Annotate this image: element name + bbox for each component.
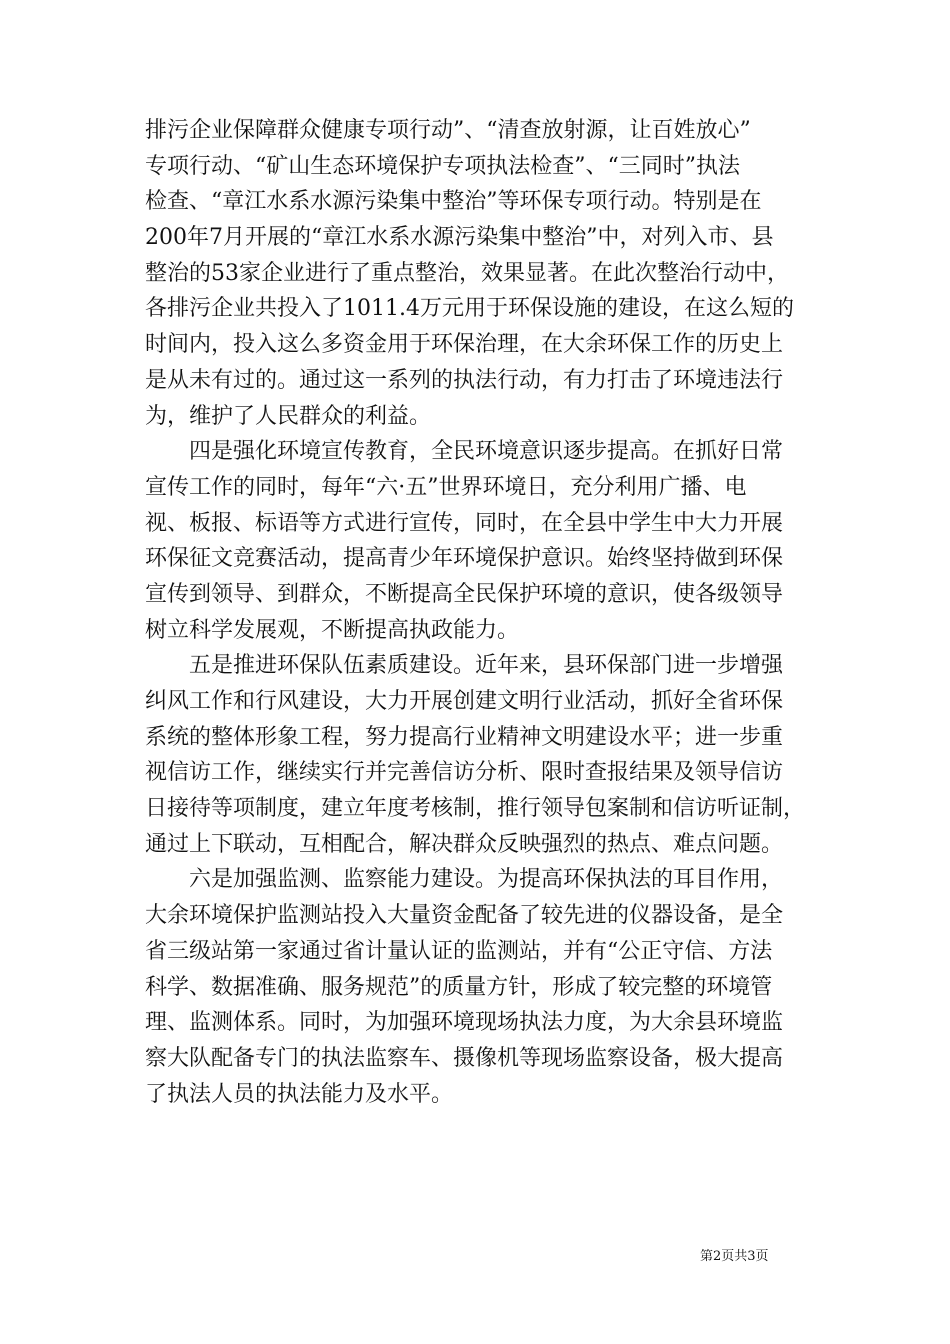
body-text [145, 113, 825, 1112]
text-line: 宣传到领导、到群众，不断提高全民保护环境的意识，使各级领导 [145, 581, 784, 607]
text-line: 排污企业保障群众健康专项行动”、“清查放射源，让百姓放心” [145, 118, 751, 143]
text-line: 通过上下联动，互相配合，解决群众反映强烈的热点、难点问题。 [145, 831, 784, 857]
text-line: 时间内，投入这么多资金用于环保治理，在大余环保工作的历史上 [145, 332, 784, 358]
text-line: 各排污企业共投入了1011.4万元用于环保设施的建设，在这么短的 [145, 296, 794, 322]
page-number-footer: 第2页共3页 [700, 1249, 769, 1264]
text-line: 纠风工作和行风建设，大力开展创建文明行业活动，抓好全省环保 [145, 689, 784, 714]
paragraph-start-line: 五是推进环保队伍素质建设。近年来，县环保部门进一步增强 [189, 653, 784, 679]
text-line: 环保征文竞赛活动，提高青少年环境保护意识。始终坚持做到环保 [145, 546, 784, 572]
text-line: 察大队配备专门的执法监察车、摄像机等现场监察设备，极大提高 [145, 1045, 784, 1071]
text-line: 视信访工作，继续实行并完善信访分析、限时查报结果及领导信访 [145, 760, 784, 786]
text-line: 专项行动、“矿山生态环境保护专项执法检查”、“三同时”执法 [145, 153, 740, 179]
text-line: 系统的整体形象工程，努力提高行业精神文明建设水平；进一步重 [145, 724, 784, 750]
text-line: 省三级站第一家通过省计量认证的监测站，并有“公正守信、方法 [145, 938, 773, 964]
text-line: 整治的53家企业进行了重点整治，效果显著。在此次整治行动中， [145, 260, 789, 286]
text-line: 大余环境保护监测站投入大量资金配备了较先进的仪器设备，是全 [145, 903, 784, 929]
text-line: 树立科学发展观，不断提高执政能力。 [145, 617, 520, 643]
text-line: 是从未有过的。通过这一系列的执法行动，有力打击了环境违法行 [145, 367, 784, 393]
paragraph-start-line: 四是强化环境宣传教育，全民环境意识逐步提高。在抓好日常 [189, 439, 784, 465]
text-line: 宣传工作的同时，每年“六·五”世界环境日，充分利用广播、电 [145, 474, 747, 500]
text-line: 检查、“章江水系水源污染集中整治”等环保专项行动。特别是在 [145, 189, 762, 215]
text-line: 日接待等项制度，建立年度考核制，推行领导包案制和信访听证制， [145, 796, 806, 822]
text-line: 理、监测体系。同时，为加强环境现场执法力度，为大余县环境监 [145, 1010, 784, 1036]
text-line: 视、板报、标语等方式进行宣传，同时，在全县中学生中大力开展 [145, 510, 784, 536]
text-line: 200年7月开展的“章江水系水源污染集中整治”中，对列入市、县 [145, 225, 774, 251]
paragraph-start-line: 六是加强监测、监察能力建设。为提高环保执法的耳目作用， [189, 867, 784, 893]
text-line: 了执法人员的执法能力及水平。 [145, 1081, 454, 1107]
text-line: 为，维护了人民群众的利益。 [145, 403, 432, 429]
text-line: 科学、数据准确、服务规范”的质量方针，形成了较完整的环境管 [145, 974, 773, 1000]
